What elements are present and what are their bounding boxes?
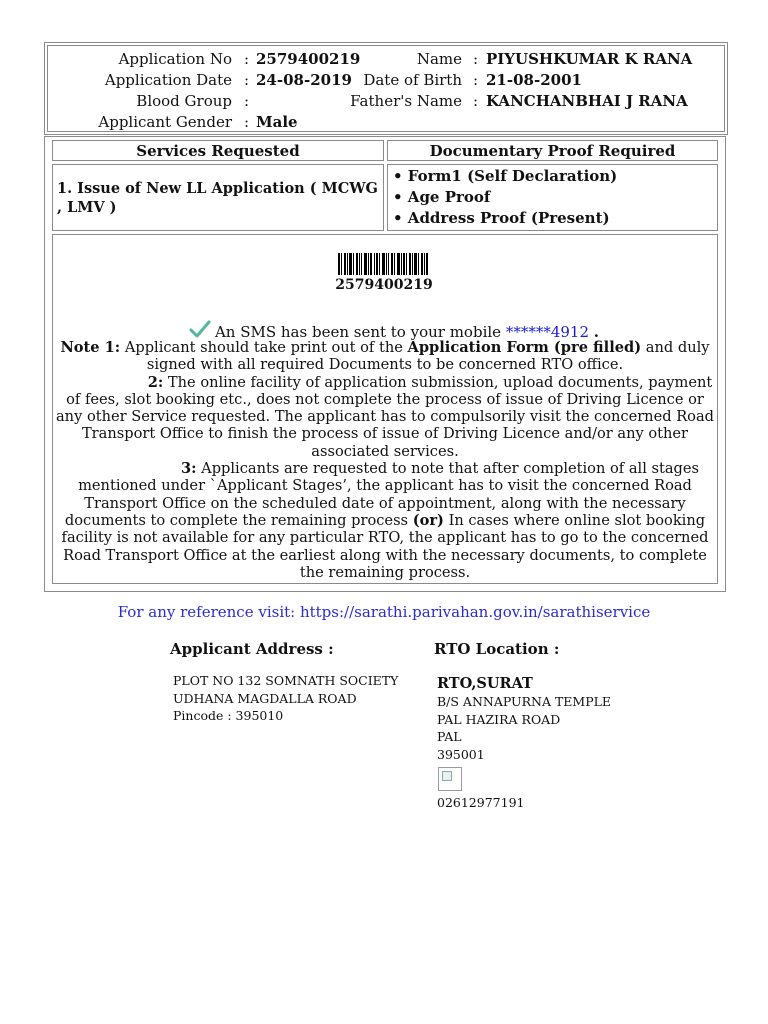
note-1-text-c: and duly signed with all required Documents to be concerned RTO office. [146,339,710,374]
proof-list [387,164,718,231]
application-no-label: Application No [118,50,232,68]
rto-location [437,674,611,812]
rto-line: PAL [437,729,462,744]
reference-link[interactable]: For any reference visit: https://sarathi.parivahan.gov.in/sarathiservice [117,603,651,621]
dob-value: 21-08-2001 [486,71,582,89]
name-value: PIYUSHKUMAR K RANA [486,50,693,68]
note-1-form: Application Form (pre filled) [407,339,642,356]
application-no-value: 2579400219 [256,50,361,68]
father-name-label: Father's Name [350,92,462,110]
note-2-label: 2: [147,373,164,391]
sms-text: An SMS has been sent to your mobile [214,323,502,341]
services-header: Services Requested [52,140,384,161]
proof-item: • Address Proof (Present) [393,209,610,227]
proof-item: • Form1 (Self Declaration) [393,167,618,185]
name-label: Name [416,50,462,68]
proof-header: Documentary Proof Required [387,140,718,161]
note-1-text-a: Applicant should take print out of the [124,339,403,356]
rto-line: B/S ANNAPURNA TEMPLE [437,694,612,709]
gender-value: Male [256,113,298,131]
address-line: UDHANA MAGDALLA ROAD [173,690,357,706]
colon: : [473,50,479,68]
colon: : [244,113,250,131]
note-3-label: 3: [180,460,197,478]
blood-group-label: Blood Group [136,92,232,110]
applicant-info-inner [47,45,725,132]
sms-line [0,320,768,341]
check-icon [189,320,211,338]
colon: : [473,71,479,89]
colon: : [473,92,479,110]
gender-label: Applicant Gender [98,113,232,131]
rto-phone: 02612977191 [437,795,525,810]
rto-location-heading: RTO Location : [434,640,560,658]
colon: : [244,71,250,89]
father-name-value: KANCHANBHAI J RANA [486,92,688,110]
broken-image-icon [438,767,462,791]
applicant-address-heading: Applicant Address : [170,640,334,658]
note-1 [54,339,716,374]
note-3-or: (or) [412,511,444,529]
address-line: Pincode : 395010 [173,708,284,723]
barcode-number: 2579400219 [335,277,433,293]
colon: : [244,92,250,110]
applicant-address [173,672,398,725]
note-2 [54,374,716,460]
rto-name: RTO,SURAT [437,675,533,692]
proof-item: • Age Proof [393,188,491,206]
note-1-label: Note 1: [60,339,121,356]
sms-mobile: ******4912 [505,323,590,341]
dob-label: Date of Birth [363,71,462,89]
note-3 [54,460,716,581]
notes-text [54,339,716,581]
rto-line: PAL HAZIRA ROAD [437,711,561,727]
sms-end: . [593,323,600,341]
applicant-info-box [44,42,728,135]
colon: : [244,50,250,68]
application-date-value: 24-08-2019 [256,71,352,89]
service-item: 1. Issue of New LL Application ( MCWG , LMV ) [52,164,384,231]
note-2-text: The online facility of application submission, upload documents, payment of fees, slot booking etc., does not complete the process of issue of Driving Licence or any other Service requested. The applicant has to compulsorily visit the concerned Road Transport Office to finish the process of issue of Driving Licence and/or any other associated services. [55,373,715,460]
barcode-image [338,253,428,275]
rto-line: 395001 [437,746,485,762]
note-3-text-a: Applicants are requested to note that after completion of all stages mentioned under `Applicant Stages’, the applicant has to visit the concerned Road Transport Office on the scheduled date of appointment, along with the necessary documents to complete the remaining process [64,460,700,529]
note-3-text-b: In cases where online slot booking facility is not available for any particular RTO, the applicant has to go to the concerned Road Transport Office at the earliest along with the necessary documents, to complete the remaining process. [61,511,709,581]
application-date-label: Application Date [104,71,232,89]
address-line: PLOT NO 132 SOMNATH SOCIETY [173,673,399,688]
